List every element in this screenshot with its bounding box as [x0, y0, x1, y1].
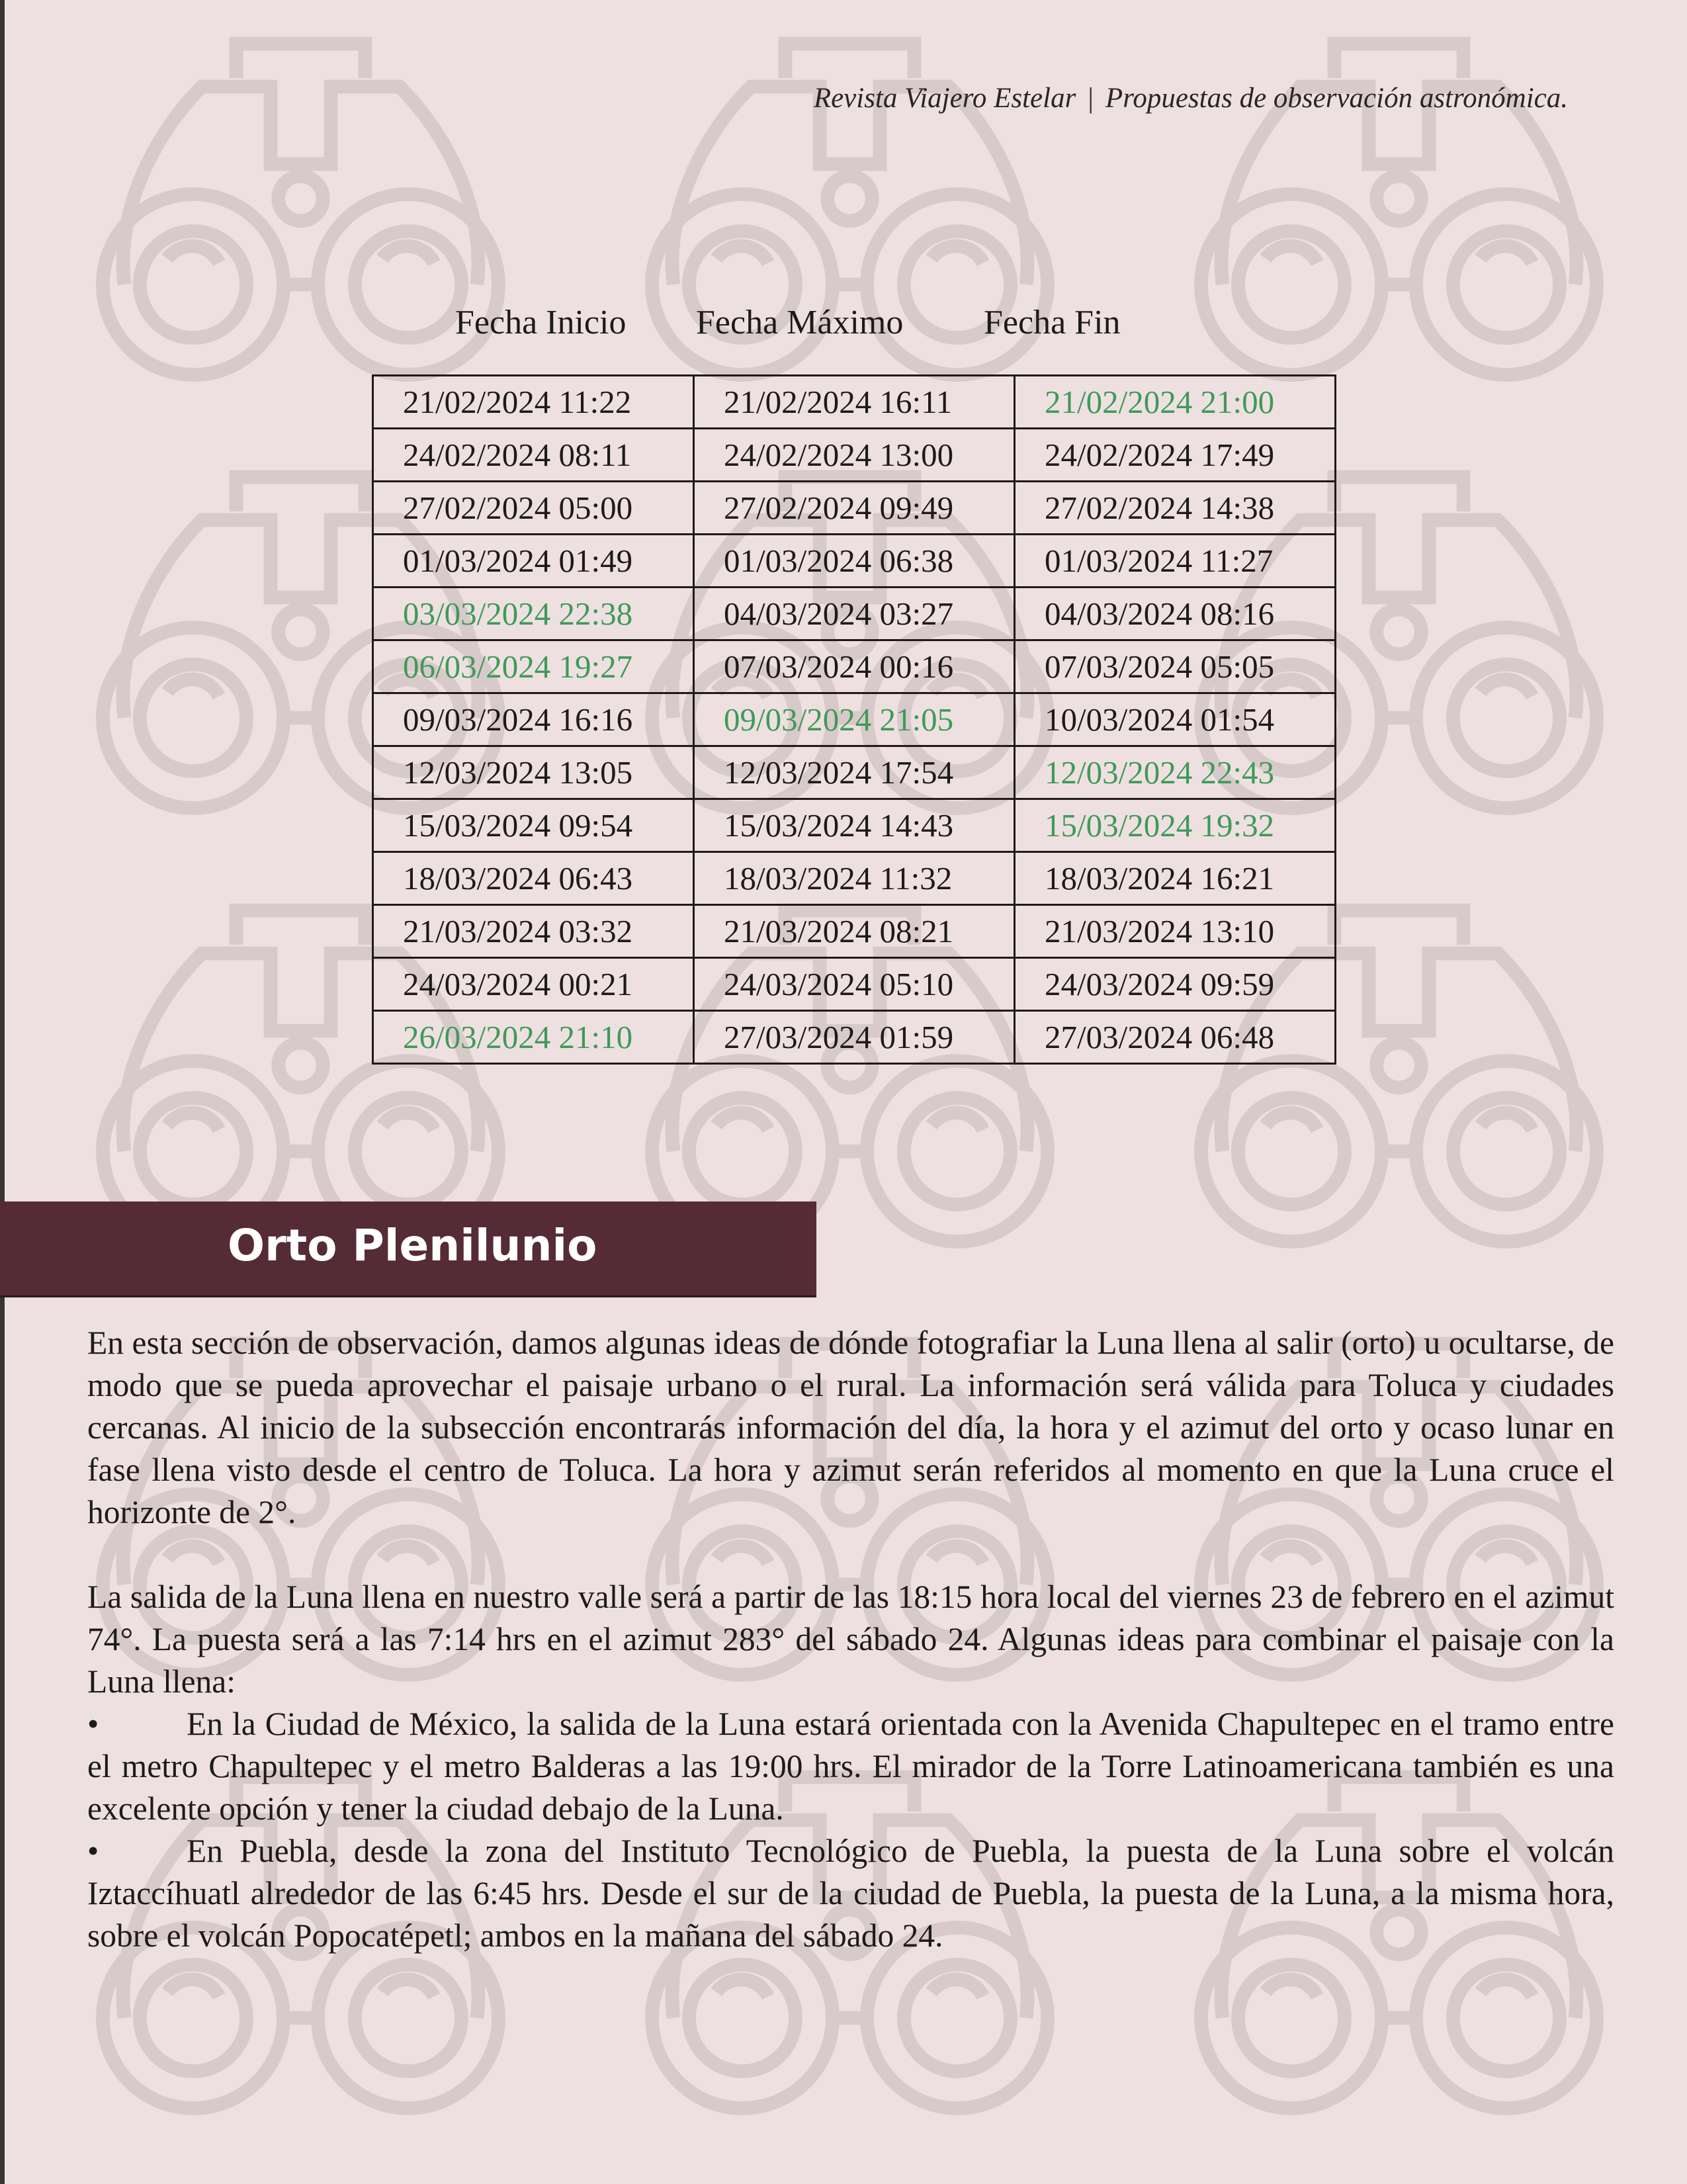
article-body: [87, 1322, 1614, 1957]
table-cell: 27/02/2024 09:49: [694, 482, 1015, 535]
table-row: [373, 799, 1336, 852]
table-cell: 04/03/2024 08:16: [1015, 588, 1336, 640]
table-cell: 27/03/2024 06:48: [1015, 1011, 1336, 1064]
table-row: [373, 1011, 1336, 1064]
table-cell: 26/03/2024 21:10: [373, 1011, 694, 1064]
table-row: [373, 852, 1336, 905]
table-row: [373, 640, 1336, 693]
table-cell: 27/02/2024 05:00: [373, 482, 694, 535]
table-row: [373, 693, 1336, 746]
table-row: [373, 588, 1336, 640]
table-cell: 21/02/2024 21:00: [1015, 376, 1336, 429]
magazine-name: Revista Viajero Estelar: [813, 83, 1076, 114]
table-cell: 10/03/2024 01:54: [1015, 693, 1336, 746]
table-cell: 12/03/2024 22:43: [1015, 746, 1336, 799]
paragraph-intro: En esta sección de observación, damos algunas ideas de dónde fotografiar la Luna llena al salir (orto) u ocultarse, de modo que se pueda aprovechar el paisaje urbano o el rural. La información será válida para Toluca y ciudades cercanas. Al inicio de la subsección encontrarás información del día, la hora y el azimut del orto y ocaso lunar en fase llena visto desde el centro de Toluca. La hora y azimut serán referidos al momento en que la Luna cruce el horizonte de 2°.: [87, 1325, 1614, 1530]
table-cell: 07/03/2024 00:16: [694, 640, 1015, 693]
table-cell: 24/03/2024 00:21: [373, 958, 694, 1011]
table-cell: 21/03/2024 03:32: [373, 905, 694, 958]
table-cell: 12/03/2024 17:54: [694, 746, 1015, 799]
column-header-fin: Fecha Fin: [984, 304, 1121, 341]
paragraph-moonrise-text: La salida de la Luna llena en nuestro valle será a partir de las 18:15 hora local del viernes 23 de febrero en el azimut 74°. La puesta será a las 7:14 hrs en el azimut 283° del sábado 24. Algunas ideas para combinar el paisaje con la Luna llena:: [87, 1579, 1614, 1700]
table-cell: 01/03/2024 11:27: [1015, 535, 1336, 588]
table-cell: 24/02/2024 17:49: [1015, 429, 1336, 482]
table-cell: 12/03/2024 13:05: [373, 746, 694, 799]
bullet-text: En Puebla, desde la zona del Instituto Tecnológico de Puebla, la puesta de la Luna sobre el volcán Iztaccíhuatl alrededor de las 6:45 hrs. Desde el sur de la ciudad de Puebla, la puesta de la Luna, a la misma hora, sobre el volcán Popocatépetl; ambos en la mañana del sábado 24.: [87, 1833, 1614, 1954]
table-cell: 18/03/2024 16:21: [1015, 852, 1336, 905]
bullet-text: En la Ciudad de México, la salida de la Luna estará orientada con la Avenida Chapultepec en el tramo entre el metro Chapultepec y el metro Balderas a las 19:00 hrs. El mirador de la Torre Latinoamericana también es una excelente opción y tener la ciudad debajo de la Luna.: [87, 1706, 1614, 1827]
table-cell: 07/03/2024 05:05: [1015, 640, 1336, 693]
bullet-item: [87, 1830, 1614, 1957]
dates-table: [372, 374, 1336, 1065]
table-cell: 01/03/2024 01:49: [373, 535, 694, 588]
table-cell: 18/03/2024 06:43: [373, 852, 694, 905]
table-cell: 21/03/2024 08:21: [694, 905, 1015, 958]
table-cell: 09/03/2024 21:05: [694, 693, 1015, 746]
table-cell: 06/03/2024 19:27: [373, 640, 694, 693]
table-row: [373, 482, 1336, 535]
table-cell: 15/03/2024 19:32: [1015, 799, 1336, 852]
header-separator: |: [1088, 83, 1094, 114]
paragraph-moonrise: [87, 1576, 1614, 1957]
table-cell: 01/03/2024 06:38: [694, 535, 1015, 588]
table-row: [373, 429, 1336, 482]
table-cell: 18/03/2024 11:32: [694, 852, 1015, 905]
table-cell: 09/03/2024 16:16: [373, 693, 694, 746]
table-row: [373, 905, 1336, 958]
table-cell: 24/02/2024 13:00: [694, 429, 1015, 482]
bullet-symbol: •: [87, 1833, 99, 1869]
column-header-inicio: Fecha Inicio: [455, 304, 627, 341]
binoculars-icon: [103, 44, 499, 375]
table-cell: 03/03/2024 22:38: [373, 588, 694, 640]
section-title-bar: [0, 1201, 816, 1297]
left-border-rule: [0, 0, 5, 2184]
table-row: [373, 958, 1336, 1011]
table-cell: 15/03/2024 09:54: [373, 799, 694, 852]
section-title: Orto Plenilunio: [228, 1220, 597, 1271]
table-cell: 21/03/2024 13:10: [1015, 905, 1336, 958]
table-cell: 27/02/2024 14:38: [1015, 482, 1336, 535]
table-cell: 21/02/2024 16:11: [694, 376, 1015, 429]
table-row: [373, 376, 1336, 429]
table-row: [373, 746, 1336, 799]
table-cell: 27/03/2024 01:59: [694, 1011, 1015, 1064]
section-name: Propuestas de observación astronómica.: [1105, 83, 1568, 114]
bullet-item: [87, 1703, 1614, 1830]
table-cell: 24/03/2024 09:59: [1015, 958, 1336, 1011]
table-row: [373, 535, 1336, 588]
table-cell: 04/03/2024 03:27: [694, 588, 1015, 640]
table-cell: 24/02/2024 08:11: [373, 429, 694, 482]
running-header: [814, 82, 1568, 114]
bullet-symbol: •: [87, 1706, 99, 1742]
table-cell: 15/03/2024 14:43: [694, 799, 1015, 852]
table-cell: 21/02/2024 11:22: [373, 376, 694, 429]
column-header-maximo: Fecha Máximo: [696, 304, 904, 341]
table-cell: 24/03/2024 05:10: [694, 958, 1015, 1011]
